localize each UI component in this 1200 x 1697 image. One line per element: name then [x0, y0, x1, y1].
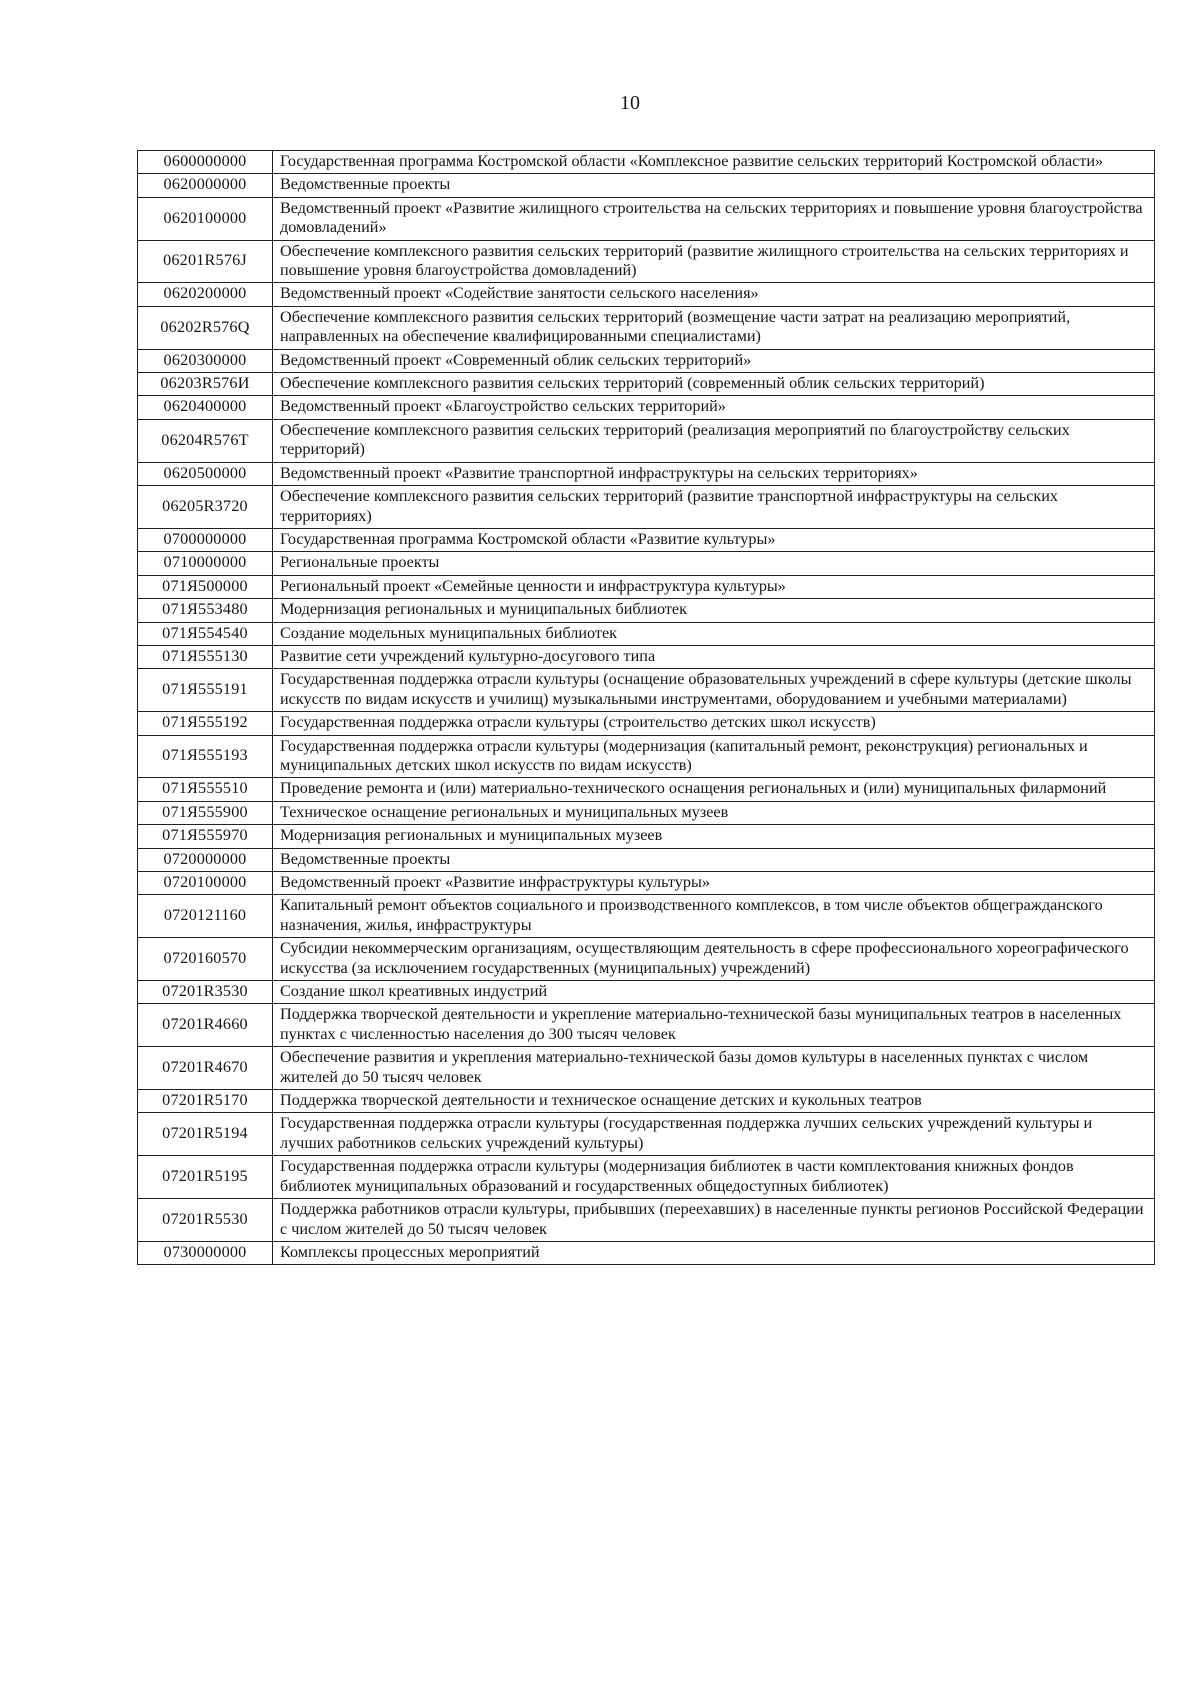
row-code: 07201R5195	[138, 1156, 273, 1199]
table-row	[138, 895, 1155, 938]
table-row	[138, 151, 1155, 174]
row-code: 07201R4670	[138, 1047, 273, 1090]
row-name: Капитальный ремонт объектов социального и производственного комплексов, в том числе объектов общегражданского назначения, жилья, инфраструктуры	[273, 895, 1155, 938]
row-code: 071Я555192	[138, 712, 273, 735]
table-row	[138, 462, 1155, 485]
row-name: Поддержка творческой деятельности и техническое оснащение детских и кукольных театров	[273, 1090, 1155, 1113]
row-name: Ведомственный проект «Благоустройство сельских территорий»	[273, 396, 1155, 419]
row-code: 06205R3720	[138, 486, 273, 529]
row-code: 0620300000	[138, 349, 273, 372]
row-name: Государственная программа Костромской области «Развитие культуры»	[273, 528, 1155, 551]
row-name: Государственная поддержка отрасли культуры (модернизация (капитальный ремонт, реконструкция) региональных и муниципальных детских школ искусств по видам искусств)	[273, 735, 1155, 778]
row-name: Создание модельных муниципальных библиотек	[273, 622, 1155, 645]
table-row	[138, 528, 1155, 551]
table-row	[138, 373, 1155, 396]
table-row	[138, 938, 1155, 981]
row-name: Государственная программа Костромской области «Комплексное развитие сельских территорий Костромской области»	[273, 151, 1155, 174]
row-code: 07201R5530	[138, 1199, 273, 1242]
table-row	[138, 396, 1155, 419]
table-row	[138, 240, 1155, 283]
row-name: Комплексы процессных мероприятий	[273, 1241, 1155, 1264]
table-row	[138, 778, 1155, 801]
row-code: 06204R576T	[138, 419, 273, 462]
row-code: 06202R576Q	[138, 306, 273, 349]
row-name: Государственная поддержка отрасли культуры (государственная поддержка лучших сельских учреждений культуры и лучших работников сельских учреждений культуры)	[273, 1113, 1155, 1156]
row-code: 071Я555193	[138, 735, 273, 778]
row-code: 0700000000	[138, 528, 273, 551]
row-name: Региональный проект «Семейные ценности и инфраструктура культуры»	[273, 575, 1155, 598]
row-code: 06201R576J	[138, 240, 273, 283]
row-name: Государственная поддержка отрасли культуры (оснащение образовательных учреждений в сфере культуры (детские школы искусств по видам искусств и училищ) музыкальными инструментами, оборудованием и учебными материалами)	[273, 669, 1155, 712]
row-name: Создание школ креативных индустрий	[273, 981, 1155, 1004]
row-code: 07201R5194	[138, 1113, 273, 1156]
row-code: 071Я553480	[138, 599, 273, 622]
table-row	[138, 174, 1155, 197]
row-code: 0710000000	[138, 552, 273, 575]
table-row	[138, 552, 1155, 575]
row-code: 0620100000	[138, 197, 273, 240]
table-row	[138, 1156, 1155, 1199]
row-code: 0620400000	[138, 396, 273, 419]
table-row	[138, 1199, 1155, 1242]
row-name: Обеспечение развития и укрепления материально-технической базы домов культуры в населенных пунктах с числом жителей до 50 тысяч человек	[273, 1047, 1155, 1090]
table-row	[138, 419, 1155, 462]
row-code: 071Я500000	[138, 575, 273, 598]
table-row	[138, 486, 1155, 529]
table-row	[138, 575, 1155, 598]
row-code: 071Я554540	[138, 622, 273, 645]
table-row	[138, 645, 1155, 668]
row-name: Обеспечение комплексного развития сельских территорий (возмещение части затрат на реализацию мероприятий, направленных на обеспечение квалифицированными специалистами)	[273, 306, 1155, 349]
row-name: Ведомственные проекты	[273, 848, 1155, 871]
budget-code-table	[137, 150, 1155, 1265]
row-code: 0600000000	[138, 151, 273, 174]
table-row	[138, 848, 1155, 871]
table-row	[138, 669, 1155, 712]
row-name: Обеспечение комплексного развития сельских территорий (реализация мероприятий по благоустройству сельских территорий)	[273, 419, 1155, 462]
table-row	[138, 735, 1155, 778]
row-code: 0720160570	[138, 938, 273, 981]
table-row	[138, 349, 1155, 372]
table-row	[138, 712, 1155, 735]
row-name: Ведомственный проект «Развитие инфраструктуры культуры»	[273, 872, 1155, 895]
row-name: Обеспечение комплексного развития сельских территорий (современный облик сельских территорий)	[273, 373, 1155, 396]
table-row	[138, 283, 1155, 306]
row-name: Государственная поддержка отрасли культуры (модернизация библиотек в части комплектования книжных фондов библиотек муниципальных образований и государственных общедоступных библиотек)	[273, 1156, 1155, 1199]
row-code: 0730000000	[138, 1241, 273, 1264]
table-row	[138, 1047, 1155, 1090]
table-row	[138, 1113, 1155, 1156]
row-name: Модернизация региональных и муниципальных музеев	[273, 825, 1155, 848]
row-code: 07201R3530	[138, 981, 273, 1004]
table-row	[138, 981, 1155, 1004]
row-name: Государственная поддержка отрасли культуры (строительство детских школ искусств)	[273, 712, 1155, 735]
table-row	[138, 1090, 1155, 1113]
row-name: Ведомственный проект «Развитие транспортной инфраструктуры на сельских территориях»	[273, 462, 1155, 485]
row-code: 071Я555970	[138, 825, 273, 848]
row-name: Ведомственный проект «Современный облик сельских территорий»	[273, 349, 1155, 372]
row-code: 06203R576И	[138, 373, 273, 396]
table-row	[138, 825, 1155, 848]
table-row	[138, 1004, 1155, 1047]
page-number: 10	[620, 92, 640, 114]
row-code: 07201R5170	[138, 1090, 273, 1113]
row-code: 071Я555191	[138, 669, 273, 712]
row-name: Субсидии некоммерческим организациям, осуществляющим деятельность в сфере профессионального хореографического искусства (за исключением государственных (муниципальных) учреждений)	[273, 938, 1155, 981]
row-code: 07201R4660	[138, 1004, 273, 1047]
row-name: Обеспечение комплексного развития сельских территорий (развитие транспортной инфраструктуры на сельских территориях)	[273, 486, 1155, 529]
row-name: Региональные проекты	[273, 552, 1155, 575]
row-code: 0620000000	[138, 174, 273, 197]
row-code: 071Я555900	[138, 801, 273, 824]
table-body	[138, 151, 1155, 1265]
table-row	[138, 872, 1155, 895]
row-name: Модернизация региональных и муниципальных библиотек	[273, 599, 1155, 622]
row-code: 071Я555510	[138, 778, 273, 801]
table-row	[138, 1241, 1155, 1264]
row-name: Ведомственный проект «Содействие занятости сельского населения»	[273, 283, 1155, 306]
row-code: 0620500000	[138, 462, 273, 485]
row-code: 0720121160	[138, 895, 273, 938]
row-code: 0720000000	[138, 848, 273, 871]
row-name: Техническое оснащение региональных и муниципальных музеев	[273, 801, 1155, 824]
table-row	[138, 599, 1155, 622]
table-row	[138, 622, 1155, 645]
row-name: Обеспечение комплексного развития сельских территорий (развитие жилищного строительства на сельских территориях и повышение уровня благоустройства домовладений)	[273, 240, 1155, 283]
row-code: 071Я555130	[138, 645, 273, 668]
row-name: Ведомственный проект «Развитие жилищного строительства на сельских территориях и повышение уровня благоустройства домовладений»	[273, 197, 1155, 240]
row-name: Проведение ремонта и (или) материально-технического оснащения региональных и (или) муниципальных филармоний	[273, 778, 1155, 801]
table-row	[138, 197, 1155, 240]
row-name: Поддержка работников отрасли культуры, прибывших (переехавших) в населенные пункты регионов Российской Федерации с числом жителей до 50 тысяч человек	[273, 1199, 1155, 1242]
table-row	[138, 306, 1155, 349]
row-name: Ведомственные проекты	[273, 174, 1155, 197]
row-code: 0720100000	[138, 872, 273, 895]
row-name: Развитие сети учреждений культурно-досугового типа	[273, 645, 1155, 668]
row-name: Поддержка творческой деятельности и укрепление материально-технической базы муниципальных театров в населенных пунктах с численностью населения до 300 тысяч человек	[273, 1004, 1155, 1047]
row-code: 0620200000	[138, 283, 273, 306]
table-row	[138, 801, 1155, 824]
